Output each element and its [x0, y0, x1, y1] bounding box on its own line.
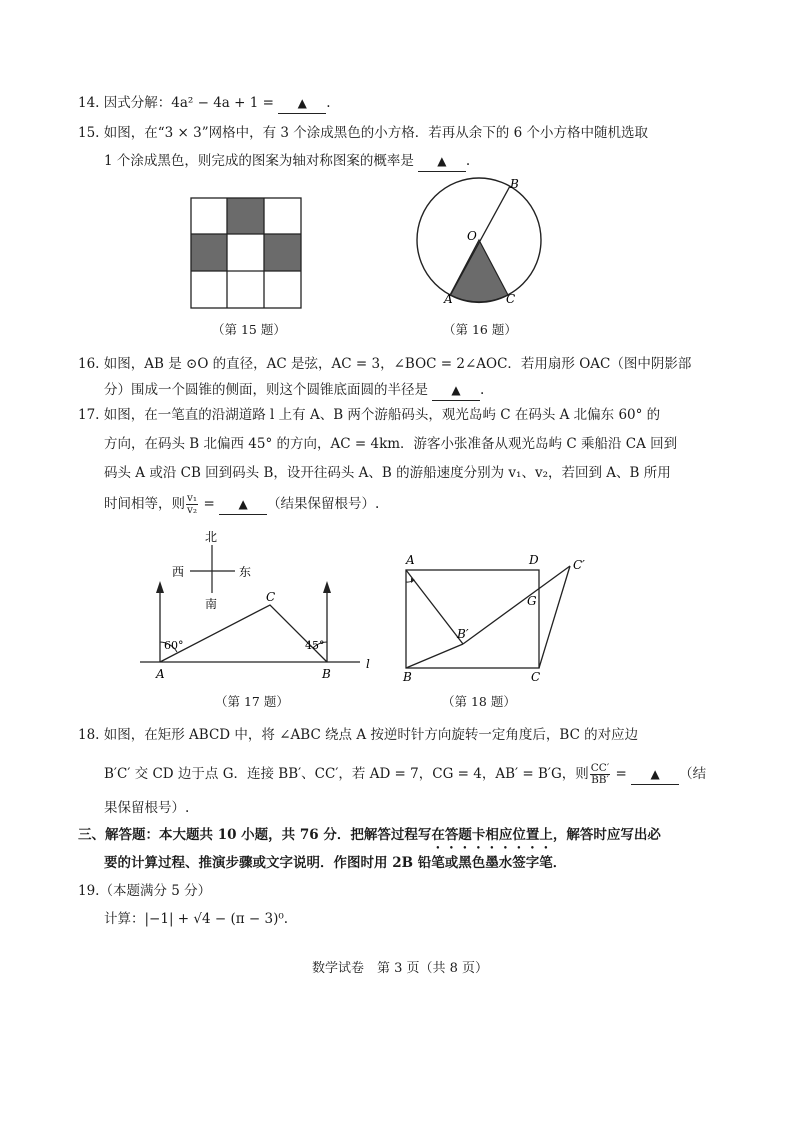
section3-line1-a: 三、解答题：本大题共 10 小题，共 76 分．把解答过程写: [78, 827, 432, 843]
compass-south: 南: [205, 597, 218, 611]
compass-east: 东: [239, 565, 252, 579]
angle-45: 45°: [305, 639, 325, 652]
label-g: G: [527, 594, 537, 608]
rectangle-abcd: [406, 570, 539, 668]
q16-answer-blank: [432, 380, 480, 401]
shaded-cell-middle-left: [191, 234, 227, 271]
segment-ab-prime: [406, 570, 463, 644]
question-16-line-1: 16. 如图，AB 是 ⊙O 的直径，AC 是弦，AC = 3，∠BOC = 2∠AOC．若用扇形 OAC（图中阴影部: [78, 356, 692, 372]
label-c-prime: C′: [573, 558, 585, 572]
label-a: A: [156, 667, 165, 681]
compass-north: 北: [205, 530, 218, 544]
q16-end: .: [480, 382, 485, 398]
page-footer: 数学试卷 第 3 页（共 8 页）: [311, 961, 489, 976]
label-a: A: [444, 292, 453, 306]
label-c: C: [266, 590, 276, 604]
figure-17-diagram: [135, 525, 385, 685]
label-b: B: [403, 670, 412, 684]
q17-line4-pre: 时间相等，则: [104, 496, 185, 512]
question-18-line-3: 果保留根号）.: [104, 800, 190, 816]
question-15-line-2: [104, 151, 470, 172]
label-c: C: [531, 670, 541, 684]
equals-sign: =: [611, 766, 632, 782]
label-b-prime: B′: [457, 627, 469, 641]
label-b: B: [510, 177, 519, 191]
q14-end: .: [326, 95, 331, 111]
q18-line2-pre: B′C′ 交 CD 边于点 G．连接 BB′、CC′，若 AD = 7，CG = 4，AB′ = B′G，则: [104, 766, 589, 782]
triangle-mark: ▲: [297, 96, 307, 110]
figure-15-caption: （第 15 题）: [212, 322, 286, 337]
section3-line1-b: ，解答时应写出必: [552, 827, 661, 843]
question-18-line-2: [104, 763, 706, 786]
question-19-title: 19.（本题满分 5 分）: [78, 883, 212, 899]
label-o: O: [467, 229, 477, 243]
label-a: A: [406, 553, 415, 567]
figure-18-diagram: [395, 550, 615, 690]
angle-60: 60°: [164, 639, 184, 652]
question-17-line-1: 17. 如图，在一笔直的沿湖道路 l 上有 A、B 两个游船码头，观光岛屿 C 在码头 A 北偏东 60° 的: [78, 407, 661, 423]
q17-line4-post: （结果保留根号）.: [267, 496, 380, 512]
triangle-mark: ▲: [451, 383, 461, 397]
q17-answer-blank: [219, 494, 267, 515]
label-c: C: [506, 292, 516, 306]
question-18-line-1: 18. 如图，在矩形 ABCD 中，将 ∠ABC 绕点 A 按逆时针方向旋转一定角度后，BC 的对应边: [78, 727, 639, 743]
segment-cc-prime: [539, 566, 570, 668]
q18-answer-blank: [631, 764, 679, 785]
figure-15-grid: [190, 197, 302, 309]
triangle-mark: ▲: [650, 767, 660, 781]
question-15-line-1: 15. 如图，在“3 × 3”网格中，有 3 个涂成黑色的小方格．若再从余下的 6 个小方格中随机选取: [78, 125, 648, 141]
q16-line2-text: 分）围成一个圆锥的侧面，则这个圆锥底面圆的半径是: [104, 382, 428, 398]
triangle-mark: ▲: [437, 154, 447, 168]
section-3-line-1: [78, 825, 661, 852]
label-d: D: [529, 553, 539, 567]
segment-b-prime-c-prime: [463, 566, 570, 644]
q14-text: 14. 因式分解：4a² − 4a + 1 =: [78, 95, 279, 111]
fraction-cc-bb: [590, 763, 610, 786]
compass-west: 西: [172, 565, 185, 579]
label-b: B: [322, 667, 331, 681]
triangle-mark: ▲: [238, 497, 248, 511]
path-a-c-b: [160, 605, 327, 662]
q14-answer-blank: [278, 93, 326, 114]
fraction-denominator: BB′: [591, 774, 609, 786]
question-17-line-2: 方向，在码头 B 北偏西 45° 的方向，AC = 4km．游客小张准备从观光岛屿 C 乘船沿 CA 回到: [104, 436, 678, 452]
figure-16-circle: [410, 170, 560, 310]
shaded-sector-oac: [450, 240, 508, 302]
fraction-numerator: v₁: [187, 492, 198, 504]
fraction-v1-v2: [186, 493, 198, 516]
shaded-cell-top-middle: [227, 198, 264, 234]
equals-sign: =: [199, 496, 220, 512]
compass-cross: [190, 545, 235, 593]
shaded-cell-middle-right: [264, 234, 301, 271]
question-17-line-4: [104, 493, 379, 516]
figure-17-caption: （第 17 题）: [215, 694, 289, 709]
label-l: l: [366, 657, 370, 671]
question-14: [78, 93, 331, 114]
figure-16-caption: （第 16 题）: [443, 322, 517, 337]
fraction-denominator: v₂: [187, 504, 198, 516]
q15-end: .: [465, 153, 471, 169]
question-16-line-2: [104, 380, 484, 401]
section-3-line-2: 要的计算过程、推演步骤或文字说明．作图时用 2B 铅笔或黑色墨水签字笔．: [104, 855, 567, 871]
segment-bb-prime: [406, 644, 463, 668]
question-17-line-3: 码头 A 或沿 CB 回到码头 B，设开往码头 A、B 的游船速度分别为 v₁、v₂，若回到 A、B 所用: [104, 465, 671, 481]
fraction-numerator: CC′: [590, 762, 610, 774]
figure-18-caption: （第 18 题）: [442, 694, 516, 709]
question-19-expression: 计算：|−1| + √4 − (π − 3)⁰.: [104, 911, 289, 927]
q15-answer-blank: [418, 151, 466, 172]
q18-line2-post: （结: [679, 766, 707, 782]
section3-emphasis: 在答题卡相应位置上: [431, 827, 553, 843]
q15-line2-text: 1 个涂成黑色，则完成的图案为轴对称图案的概率是: [104, 153, 414, 169]
